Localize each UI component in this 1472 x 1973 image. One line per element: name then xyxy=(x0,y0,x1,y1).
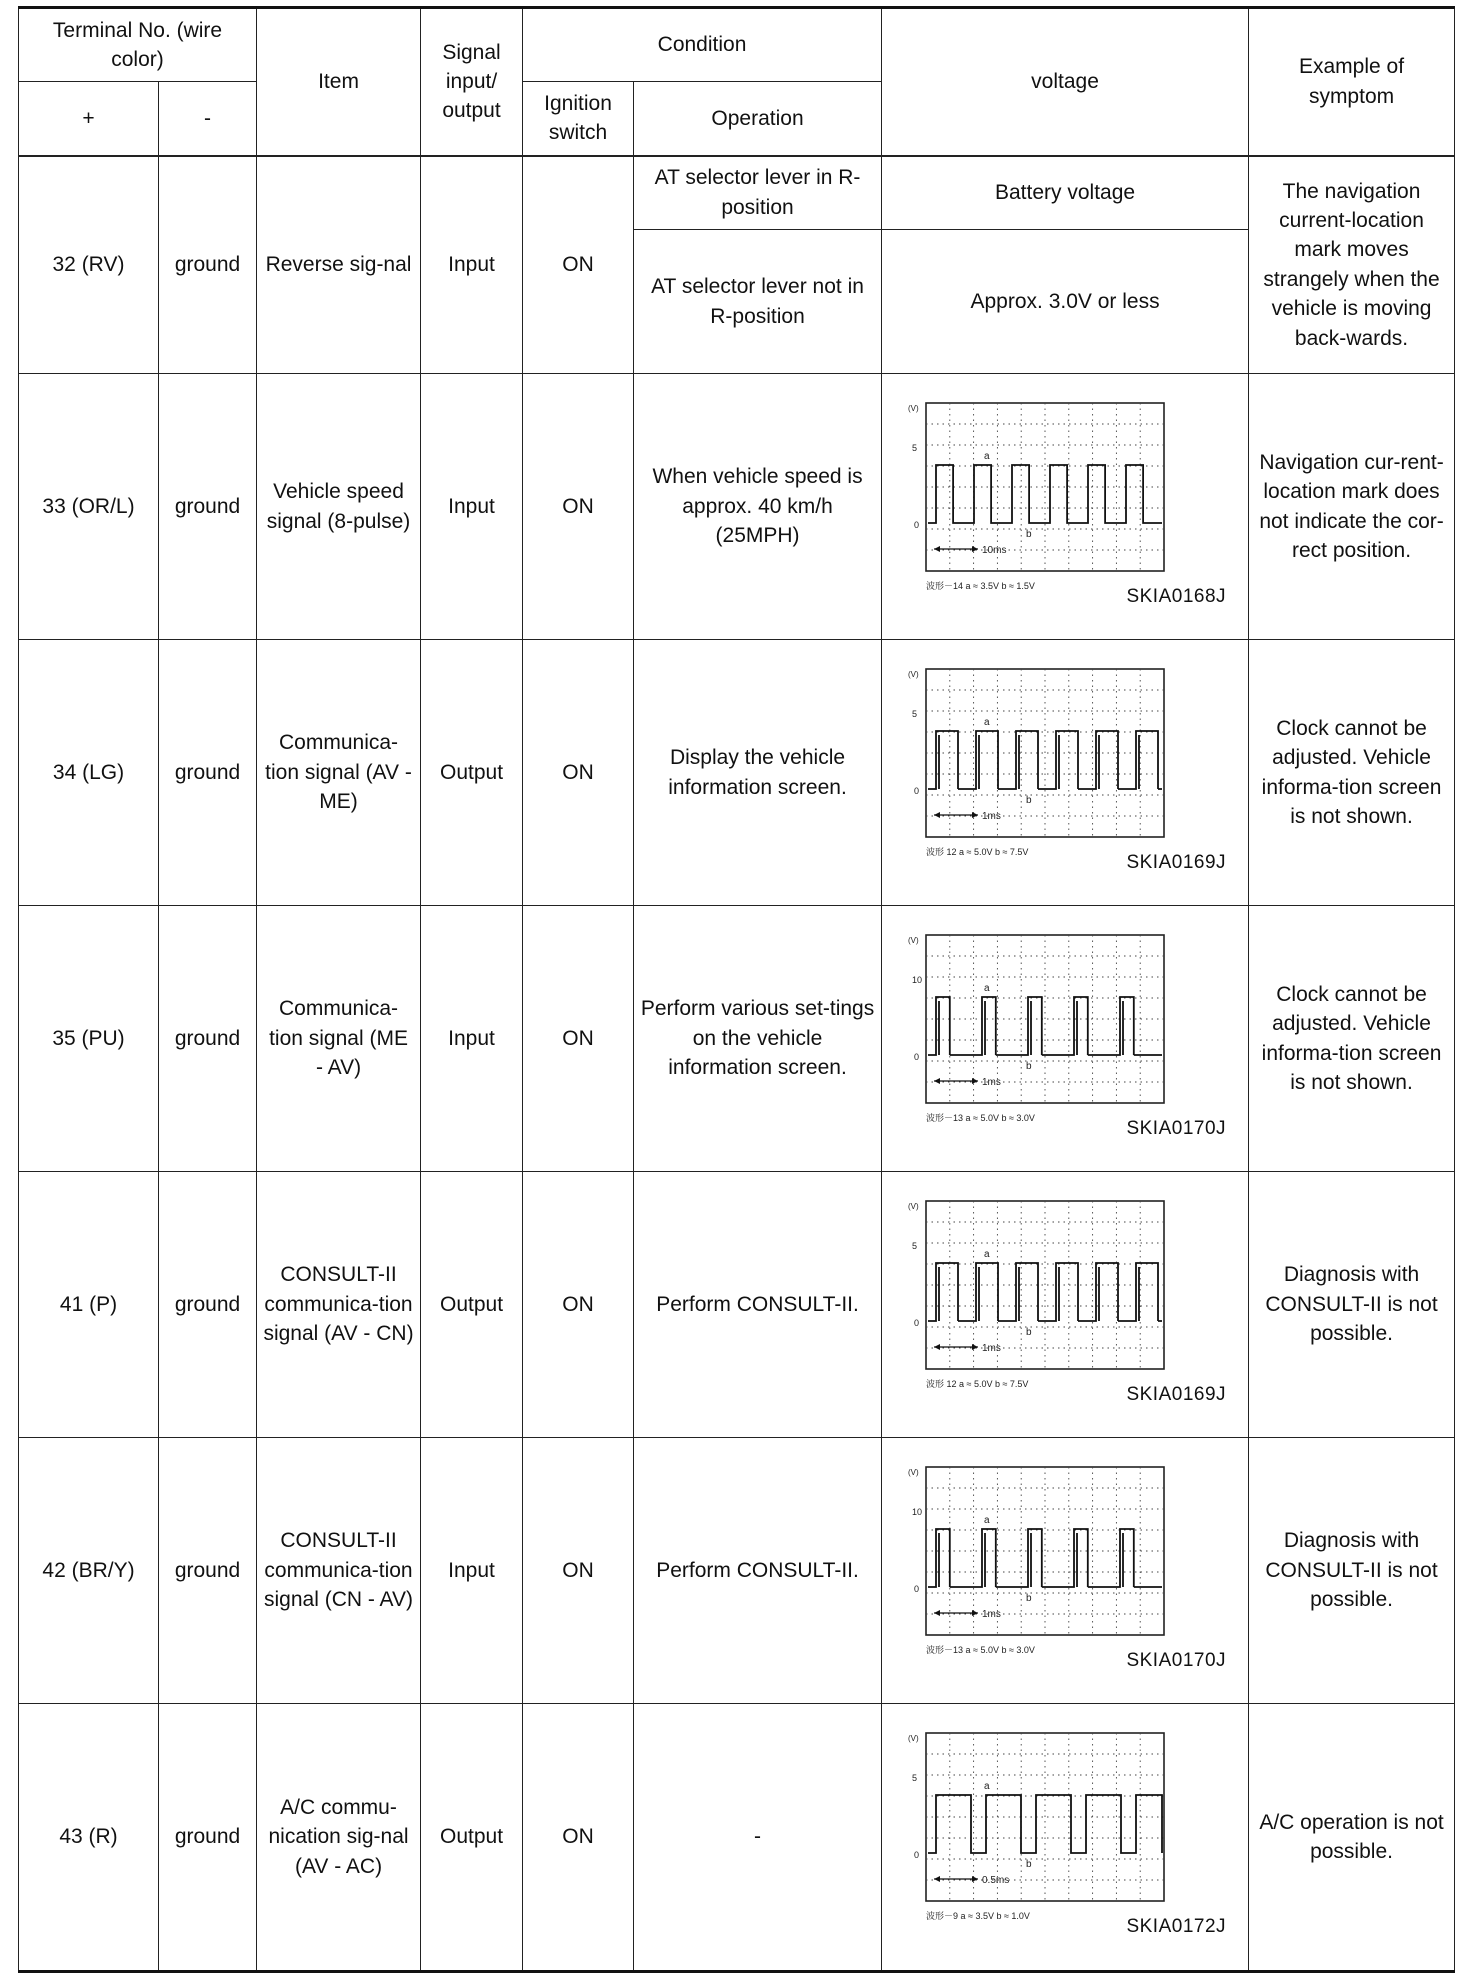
ignition-state: ON xyxy=(523,1172,634,1438)
signal-direction: Input xyxy=(421,374,523,640)
oscilloscope-figure xyxy=(904,1195,1226,1415)
marker-b-label: b xyxy=(1026,1060,1032,1072)
axis-tick-label: 5 xyxy=(912,442,918,453)
scope-caption: 波形 12 a ≈ 5.0V b ≈ 7.5V xyxy=(926,846,1029,857)
axis-tick-label: 5 xyxy=(912,1773,918,1783)
item-name: Communica-tion signal (AV - ME) xyxy=(257,640,421,906)
signal-direction: Input xyxy=(421,156,523,374)
ignition-state: ON xyxy=(523,374,634,640)
oscilloscope-figure xyxy=(904,929,1226,1149)
marker-b-label: b xyxy=(1026,1592,1032,1604)
axis-tick-label: 10 xyxy=(912,1506,923,1517)
symptom-text: Diagnosis with CONSULT-II is not possible. xyxy=(1249,1438,1455,1704)
terminal-plus: 34 (LG) xyxy=(19,640,159,906)
period-label: 10ms xyxy=(982,544,1007,556)
oscilloscope-figure xyxy=(904,1461,1226,1681)
scope-caption: 波形－14 a ≈ 3.5V b ≈ 1.5V xyxy=(926,580,1035,591)
symptom-text: The navigation current-location mark moves strangely when the vehicle is moving back-wards. xyxy=(1249,156,1455,374)
item-name: Vehicle speed signal (8-pulse) xyxy=(257,374,421,640)
terminal-table-container xyxy=(18,6,1454,1973)
period-label: 1ms xyxy=(982,810,1001,822)
terminal-plus: 35 (PU) xyxy=(19,906,159,1172)
terminal-minus: ground xyxy=(159,640,257,906)
item-name: CONSULT-II communica-tion signal (CN - AV) xyxy=(257,1438,421,1704)
axis-unit-label: (V) xyxy=(908,669,919,679)
terminal-table xyxy=(18,6,1455,1973)
terminal-minus: ground xyxy=(159,1438,257,1704)
header-voltage: voltage xyxy=(882,8,1249,156)
oscilloscope-figure xyxy=(904,663,1226,883)
axis-tick-label: 0 xyxy=(914,519,920,530)
marker-b-label: b xyxy=(1026,528,1032,540)
axis-tick-label: 5 xyxy=(912,708,918,719)
figure-code: SKIA0169J xyxy=(1126,1383,1227,1405)
terminal-plus: 41 (P) xyxy=(19,1172,159,1438)
voltage-value: Approx. 3.0V or less xyxy=(882,230,1249,374)
ignition-state: ON xyxy=(523,906,634,1172)
oscilloscope-figure xyxy=(904,1727,1226,1947)
axis-tick-label: 0 xyxy=(914,785,920,796)
signal-direction: Input xyxy=(421,1438,523,1704)
scope-caption: 波形－13 a ≈ 5.0V b ≈ 3.0V xyxy=(926,1112,1035,1123)
period-label: 1ms xyxy=(982,1076,1001,1088)
figure-code: SKIA0168J xyxy=(1126,585,1227,607)
figure-code: SKIA0172J xyxy=(1126,1916,1227,1938)
symptom-text: A/C operation is not possible. xyxy=(1249,1704,1455,1972)
period-label: 1ms xyxy=(982,1608,1001,1620)
table-row xyxy=(19,906,1455,1172)
header-item: Item xyxy=(257,8,421,156)
operation-condition: Perform various set-tings on the vehicle information screen. xyxy=(634,906,882,1172)
marker-a-label: a xyxy=(984,982,990,994)
axis-unit-label: (V) xyxy=(908,1201,919,1211)
terminal-minus: ground xyxy=(159,156,257,374)
table-row xyxy=(19,1704,1455,1972)
axis-unit-label: (V) xyxy=(908,403,919,413)
marker-b-label: b xyxy=(1026,1326,1032,1338)
marker-b-label: b xyxy=(1026,794,1032,806)
terminal-minus: ground xyxy=(159,1704,257,1972)
figure-code: SKIA0169J xyxy=(1126,851,1227,873)
axis-unit-label: (V) xyxy=(908,935,919,945)
item-name: CONSULT-II communica-tion signal (AV - CN) xyxy=(257,1172,421,1438)
period-label: 0.5ms xyxy=(982,1875,1010,1886)
axis-tick-label: 0 xyxy=(914,1317,920,1328)
header-operation: Operation xyxy=(634,82,882,156)
table-row xyxy=(19,640,1455,906)
symptom-text: Clock cannot be adjusted. Vehicle informa-tion screen is not shown. xyxy=(1249,640,1455,906)
header-plus: + xyxy=(19,82,159,156)
item-name: Communica-tion signal (ME - AV) xyxy=(257,906,421,1172)
marker-a-label: a xyxy=(984,1514,990,1526)
signal-direction: Output xyxy=(421,1172,523,1438)
header-symptom: Example of symptom xyxy=(1249,8,1455,156)
header-ignition: Ignition switch xyxy=(523,82,634,156)
axis-tick-label: 10 xyxy=(912,974,923,985)
ignition-state: ON xyxy=(523,156,634,374)
figure-code: SKIA0170J xyxy=(1126,1117,1227,1139)
axis-tick-label: 5 xyxy=(912,1240,918,1251)
axis-tick-label: 0 xyxy=(914,1051,920,1062)
voltage-waveform xyxy=(882,1704,1249,1972)
header-terminal: Terminal No. (wire color) xyxy=(19,8,257,82)
axis-unit-label: (V) xyxy=(908,1467,919,1477)
scope-caption: 波形 12 a ≈ 5.0V b ≈ 7.5V xyxy=(926,1378,1029,1389)
ignition-state: ON xyxy=(523,640,634,906)
terminal-plus: 43 (R) xyxy=(19,1704,159,1972)
scope-caption: 波形－13 a ≈ 5.0V b ≈ 3.0V xyxy=(926,1644,1035,1655)
operation-condition: Perform CONSULT-II. xyxy=(634,1438,882,1704)
operation-condition: AT selector lever not in R-position xyxy=(634,230,882,374)
table-row xyxy=(19,1438,1455,1704)
terminal-plus: 32 (RV) xyxy=(19,156,159,374)
axis-tick-label: 0 xyxy=(914,1583,920,1594)
operation-condition: When vehicle speed is approx. 40 km/h (25MPH) xyxy=(634,374,882,640)
voltage-waveform xyxy=(882,1172,1249,1438)
terminal-minus: ground xyxy=(159,374,257,640)
marker-a-label: a xyxy=(984,1781,990,1792)
table-row xyxy=(19,1172,1455,1438)
operation-condition: Display the vehicle information screen. xyxy=(634,640,882,906)
axis-unit-label: (V) xyxy=(908,1734,919,1743)
voltage-waveform xyxy=(882,640,1249,906)
terminal-plus: 33 (OR/L) xyxy=(19,374,159,640)
marker-a-label: a xyxy=(984,450,990,462)
figure-code: SKIA0170J xyxy=(1126,1649,1227,1671)
symptom-text: Diagnosis with CONSULT-II is not possible. xyxy=(1249,1172,1455,1438)
operation-condition: - xyxy=(634,1704,882,1972)
voltage-waveform xyxy=(882,906,1249,1172)
operation-condition: AT selector lever in R-position xyxy=(634,156,882,230)
signal-direction: Output xyxy=(421,1704,523,1972)
table-row xyxy=(19,156,1455,230)
header-minus: - xyxy=(159,82,257,156)
voltage-waveform xyxy=(882,374,1249,640)
symptom-text: Navigation cur-rent-location mark does not indicate the cor-rect position. xyxy=(1249,374,1455,640)
header-signal: Signal input/ output xyxy=(421,8,523,156)
terminal-plus: 42 (BR/Y) xyxy=(19,1438,159,1704)
signal-direction: Output xyxy=(421,640,523,906)
operation-condition: Perform CONSULT-II. xyxy=(634,1172,882,1438)
voltage-waveform xyxy=(882,1438,1249,1704)
marker-a-label: a xyxy=(984,1248,990,1260)
table-row xyxy=(19,374,1455,640)
symptom-text: Clock cannot be adjusted. Vehicle informa-tion screen is not shown. xyxy=(1249,906,1455,1172)
terminal-minus: ground xyxy=(159,1172,257,1438)
signal-direction: Input xyxy=(421,906,523,1172)
scope-caption: 波形－9 a ≈ 3.5V b ≈ 1.0V xyxy=(926,1911,1030,1921)
axis-tick-label: 0 xyxy=(914,1850,920,1860)
marker-b-label: b xyxy=(1026,1859,1032,1870)
ignition-state: ON xyxy=(523,1438,634,1704)
oscilloscope-figure xyxy=(904,397,1226,617)
terminal-minus: ground xyxy=(159,906,257,1172)
period-label: 1ms xyxy=(982,1342,1001,1354)
marker-a-label: a xyxy=(984,716,990,728)
header-condition: Condition xyxy=(523,8,882,82)
item-name: A/C commu-nication sig-nal (AV - AC) xyxy=(257,1704,421,1972)
voltage-value: Battery voltage xyxy=(882,156,1249,230)
ignition-state: ON xyxy=(523,1704,634,1972)
item-name: Reverse sig-nal xyxy=(257,156,421,374)
